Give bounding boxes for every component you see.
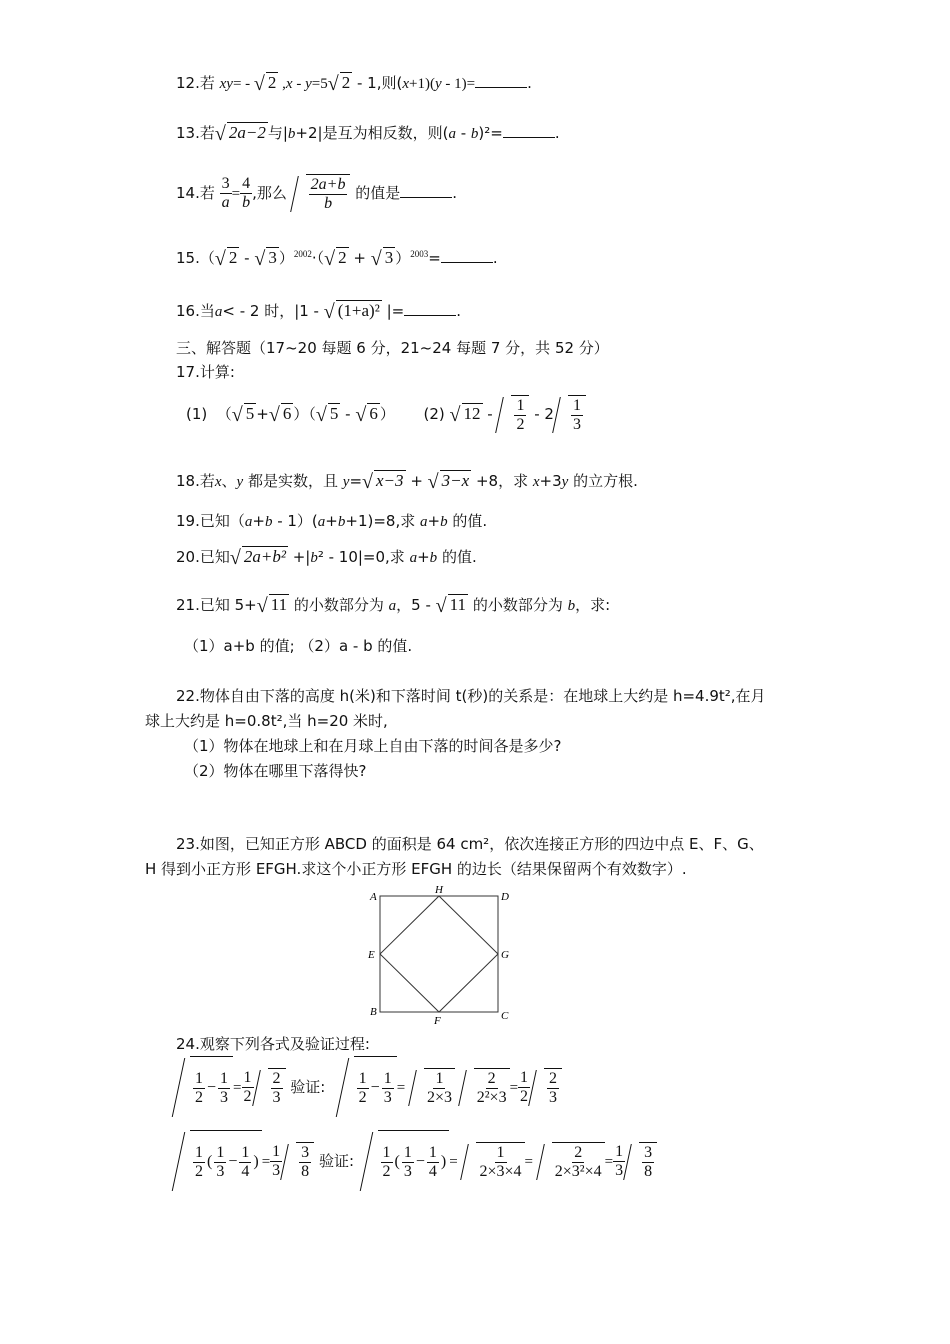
fraction-3-a: $\frac{3}{a}$ bbox=[221, 175, 230, 211]
section-3-heading: 三、解答题（17~20 每题 6 分，21~24 每题 7 分，共 52 分） bbox=[176, 339, 609, 357]
sqrt-2a-2: √ 2a−2 bbox=[214, 123, 266, 145]
q24-example-2: $\frac{1}{2}$ ( $\frac{1}{3}$ − $\frac{1}{4}$ ) = $\frac{1}{3}$ $\frac{3}{8}$ 验证: $\frac{1}{2}$ ( $\frac{1}{3}$ − $\frac{1}{4}$ ) = $\frac{1}{2\times 3\times 4}$ = $\frac{2}{\text{2×3²×4}}$ = $\frac{1}{3}$ $\frac{3}{8}$ bbox=[176, 1130, 657, 1193]
label-a: A bbox=[370, 891, 377, 903]
answer-blank bbox=[404, 301, 456, 316]
q21-subparts: （1）a+b 的值; （2）a - b 的值. bbox=[184, 637, 413, 655]
q17-expressions: (1) （ √ 5 + √ 6 ）（ √ 5 - √ 6 ） (2) √ 12 - $\frac{1}{2}$ - 2 $\frac{1}{3}$ bbox=[186, 392, 586, 436]
q24-example-1: $\frac{1}{2}$ − $\frac{1}{3}$ = $\frac{1}{2}$ $\frac{2}{3}$ 验证: $\frac{1}{2}$ − $\frac{1}{3}$ = $\frac{1}{2\times 3}$ $\frac{2}{\text{2²×3}}$ = $\frac{1}{2}$ $\frac{2}{3}$ bbox=[176, 1056, 562, 1119]
q13-line: 13.若 √ 2a−2 与|b+2|是互为相反数，则(a - b)²= . bbox=[176, 123, 560, 145]
q16-line: 16.当a< - 2 时，|1 - √ (1+a)² |= . bbox=[176, 301, 461, 323]
label-g: G bbox=[501, 949, 509, 961]
label-b: B bbox=[370, 1006, 377, 1018]
q22-line-4: （2）物体在哪里下落得快? bbox=[184, 762, 367, 780]
inner-square-efgh bbox=[380, 896, 498, 1012]
q15-line: 15.（ √ 2 - √ 3 ）$^{2002}$·（ √ 2 + √ 3 ）$^{2003}$= . bbox=[176, 248, 498, 270]
q21-line: 21.已知 5+ √ 11 的小数部分为 a，5 - √ 11 的小数部分为 b，求: bbox=[176, 595, 611, 617]
q23-line-2: H 得到小正方形 EFGH.求这个小正方形 EFGH 的边长（结果保留两个有效数字）. bbox=[145, 860, 687, 878]
label-d: D bbox=[501, 891, 509, 903]
label-h: H bbox=[435, 884, 443, 896]
q22-line-1: 22.物体自由下落的高度 h(米)和下落时间 t(秒)的关系是：在地球上大约是 h=4.9t²,在月 bbox=[176, 687, 766, 705]
sqrt-1plusa-sq: √ (1+a)² bbox=[323, 301, 380, 323]
fraction-4-b: $\frac{4}{b}$ bbox=[242, 175, 251, 211]
sqrt-2: √ 2 bbox=[253, 73, 277, 95]
q12-line: 12.若 xy= - √ 2 ,x - y=5 √ 2 - 1,则(x+1)(y - 1)= . bbox=[176, 73, 532, 95]
q24-title: 24.观察下列各式及验证过程: bbox=[176, 1035, 370, 1053]
q18-line: 18.若x、y 都是实数，且 y= √ x−3 + √ 3−x +8，求 x+3y 的立方根. bbox=[176, 471, 638, 493]
sqrt-2b: √ 2 bbox=[327, 73, 351, 95]
label-c: C bbox=[501, 1010, 509, 1022]
sqrt-fraction: $\frac{2a+b}{b}$ bbox=[292, 174, 351, 214]
answer-blank bbox=[441, 248, 493, 263]
q23-line-1: 23.如图，已知正方形 ABCD 的面积是 64 cm²，依次连接正方形的四边中点 E、F、G、 bbox=[176, 835, 764, 853]
answer-blank bbox=[475, 73, 527, 88]
square-figure bbox=[364, 884, 524, 1028]
q19-line: 19.已知（a+b - 1）(a+b+1)=8,求 a+b 的值. bbox=[176, 512, 488, 530]
outer-square-abcd bbox=[380, 896, 498, 1012]
q22-line-2: 球上大约是 h=0.8t²,当 h=20 米时, bbox=[145, 712, 388, 730]
answer-blank bbox=[503, 123, 555, 138]
label-f: F bbox=[434, 1015, 441, 1027]
q20-line: 20.已知 √ 2a+b² +|b² - 10|=0,求 a+b 的值. bbox=[176, 547, 477, 569]
q22-line-3: （1）物体在地球上和在月球上自由下落的时间各是多少? bbox=[184, 737, 562, 755]
label-e: E bbox=[368, 949, 375, 961]
answer-blank bbox=[400, 183, 452, 198]
q17-title: 17.计算: bbox=[176, 363, 235, 381]
q14-line: 14.若 $\frac{3}{a}$ = $\frac{4}{b}$ ,那么 $\frac{2a+b}{b}$ 的值是 . bbox=[176, 175, 458, 212]
